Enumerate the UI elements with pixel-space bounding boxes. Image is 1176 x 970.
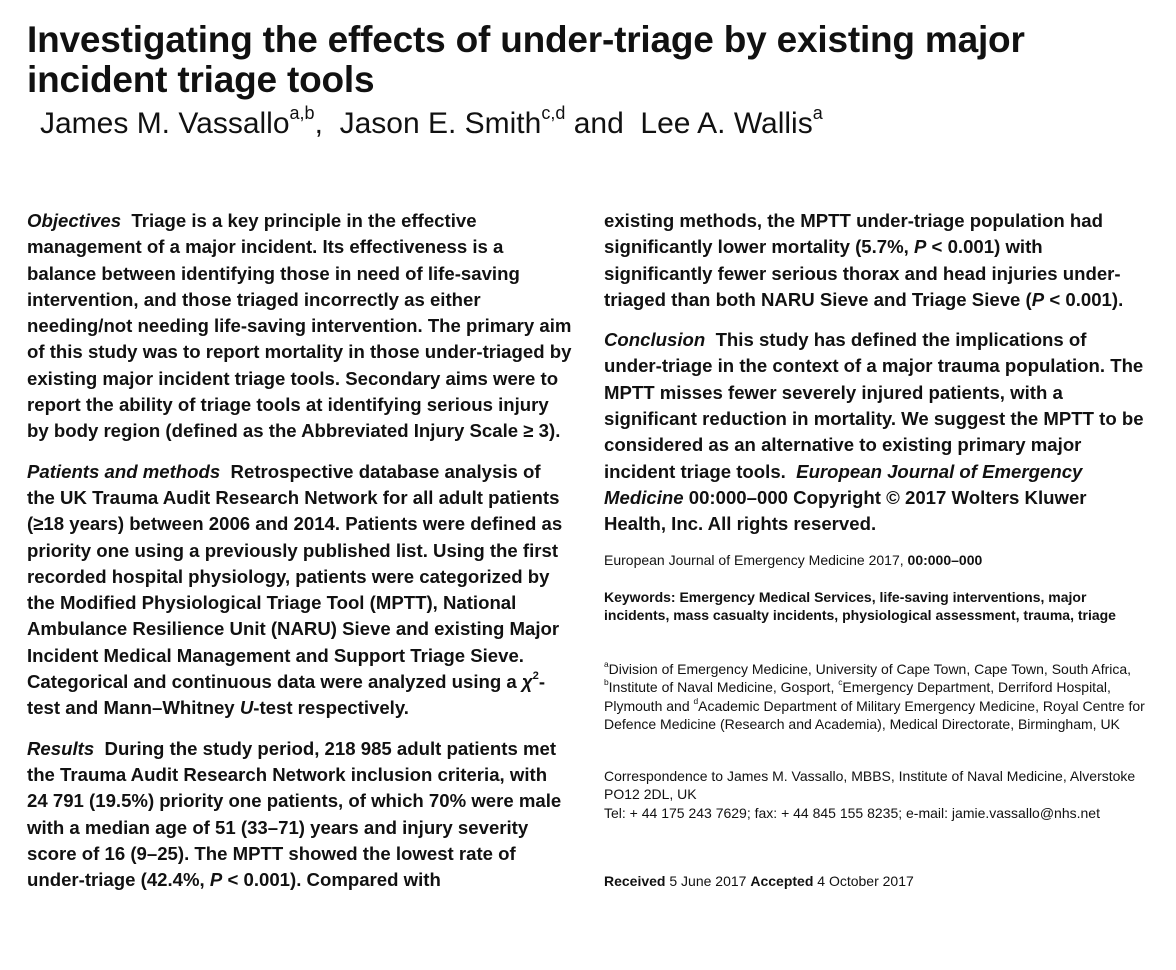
chi-symbol: χ	[521, 671, 533, 693]
citation-pages: 00:000–000	[907, 552, 983, 568]
received-date: 5 June 2017	[669, 873, 747, 889]
results-paragraph	[27, 736, 572, 894]
keywords-label: Keywords:	[604, 589, 676, 605]
methods-heading: Patients and methods	[27, 460, 221, 482]
methods-paragraph	[27, 459, 572, 722]
journal-name: European Journal of Emergency Medicine	[604, 460, 1083, 508]
p-value-symbol: P	[913, 236, 927, 258]
affiliation-mark: b	[604, 677, 609, 688]
accepted-date: 4 October 2017	[817, 873, 914, 889]
citation-year: 2017,	[868, 552, 904, 568]
author-name: James M. Vassallo	[40, 107, 290, 140]
results-text: < 0.001).	[1044, 288, 1124, 310]
affiliation-text: Institute of Naval Medicine, Gosport,	[608, 679, 839, 696]
title-line-1: Investigating the effects of under-triage by existing major	[27, 19, 1025, 60]
abstract-right-column	[604, 208, 1149, 552]
u-symbol: U	[239, 697, 254, 719]
keywords	[604, 588, 1149, 625]
affiliation-mark: d	[693, 695, 699, 706]
results-text: existing methods, the MPTT under-triage population had significantly lower mortality (5.7%,	[604, 210, 1103, 258]
author-name: Lee A. Wallis	[640, 107, 813, 140]
title-line-2: incident triage tools	[27, 59, 375, 100]
author-affiliation-marks: c,d	[541, 103, 566, 124]
results-continued	[604, 208, 1149, 313]
p-value-symbol: P	[209, 869, 223, 891]
citation-journal: European Journal of Emergency Medicine	[604, 552, 865, 568]
abstract-left-column	[27, 208, 572, 907]
citation-line	[604, 551, 1149, 569]
objectives-text: Triage is a key principle in the effective management of a major incident. Its effectiveness is a balance between identifying those in need of life-saving intervention, and those triaged incorrectly as either needing/not needing life-saving intervention. The primary aim of this study was to report mortality in those under-triaged by existing major incident triage tools. Secondary aims were to report the ability of triage tools at identifying serious injury by body region (defined as the Abbreviated Injury Scale ≥ 3).	[27, 210, 572, 442]
results-text: < 0.001) with significantly fewer serious thorax and head injuries under-triaged than both NARU Sieve and Triage Sieve (	[604, 236, 1121, 310]
methods-text: Retrospective database analysis of the UK Trauma Audit Research Network for all adult patients (≥18 years) between 2006 and 2014. Patients were defined as priority one using a previously published list. Using the first recorded hospital physiology, patients were categorized by the Modified Physiological Triage Tool (MPTT), National Ambulance Resilience Unit (NARU) Sieve and existing Major Incident Medical Management and Support Triage Sieve. Categorical and continuous data were analyzed using a	[27, 460, 563, 693]
author-affiliation-marks: a	[812, 103, 823, 124]
objectives-heading: Objectives	[27, 210, 122, 231]
article-title	[27, 20, 1147, 100]
correspondence	[604, 767, 1149, 822]
objectives-paragraph	[27, 208, 572, 445]
affiliation-mark: a	[604, 659, 609, 670]
keywords-text: Emergency Medical Services, life-saving interventions, major incidents, mass casualty incidents, physiological assessment, trauma, triage	[604, 589, 1116, 624]
affiliations	[604, 660, 1149, 733]
conclusion-text: This study has defined the implications of under-triage in the context of a major trauma population. The MPTT misses fewer severely injured patients, with a significant reduction in mortality. We suggest the MPTT to be considered as an alternative to existing primary major incident triage tools.	[604, 329, 1144, 482]
affiliation-text: Emergency Department, Derriford Hospital, Plymouth and	[604, 679, 1111, 714]
accepted-label: Accepted	[750, 873, 814, 889]
received-label: Received	[604, 873, 666, 889]
author-name: Jason E. Smith	[339, 107, 542, 140]
conclusion-paragraph	[604, 327, 1149, 537]
correspondence-contact: Tel: + 44 175 243 7629; fax: + 44 845 155 8235; e-mail: jamie.vassallo@nhs.net	[604, 804, 1100, 821]
author-list	[40, 103, 823, 141]
conclusion-heading: Conclusion	[604, 329, 706, 351]
results-heading: Results	[27, 737, 95, 759]
affiliation-mark: c	[838, 677, 843, 688]
author-affiliation-marks: a,b	[289, 103, 315, 124]
copyright-text: 00:000–000 Copyright © 2017 Wolters Kluwer Health, Inc. All rights reserved.	[604, 486, 1087, 535]
results-text: < 0.001). Compared with	[222, 869, 441, 891]
author-separator: ,	[314, 107, 340, 140]
p-value-symbol: P	[1031, 288, 1045, 310]
methods-text: -test and Mann–Whitney	[27, 671, 546, 719]
correspondence-address: Correspondence to James M. Vassallo, MBBS, Institute of Naval Medicine, Alverstoke PO12 2DL, UK	[604, 768, 1136, 803]
results-text: During the study period, 218 985 adult patients met the Trauma Audit Research Network inclusion criteria, with 24 791 (19.5%) priority one patients, of which 70% were male with a median age of 51 (33–71) years and injury severity score of 16 (9–25). The MPTT showed the lowest rate of under-triage (42.4%,	[27, 737, 562, 891]
affiliation-text: Division of Emergency Medicine, University of Cape Town, Cape Town, South Africa,	[608, 661, 1132, 677]
article-dates	[604, 872, 1149, 890]
chi-exponent: 2	[532, 670, 539, 683]
author-separator: and	[565, 107, 641, 140]
affiliation-text: Academic Department of Military Emergency Medicine, Royal Centre for Defence Medicine (Research and Academia), Medical Directorate, Birmingham, UK	[604, 697, 1145, 732]
methods-text: -test respectively.	[253, 697, 409, 719]
